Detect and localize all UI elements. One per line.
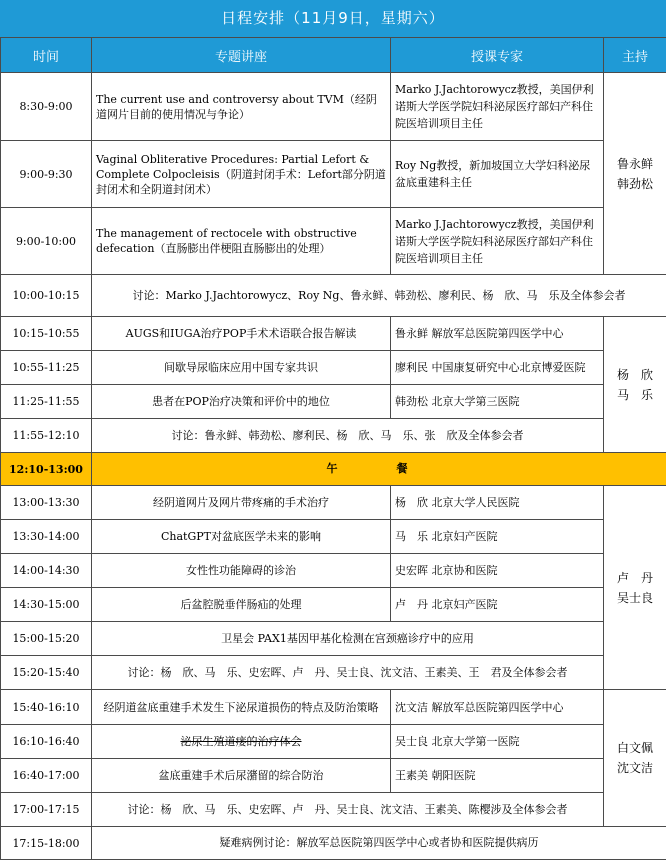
discussion-row [1,419,666,453]
row-time: 14:30-15:00 [1,588,92,622]
row-expert: 韩劲松 北京大学第三医院 [391,385,604,419]
host-name: 吴士良 [608,588,662,608]
row-time: 8:30-9:00 [1,73,92,141]
session-host [604,690,666,827]
row-topic: ChatGPT对盆底医学未来的影响 [92,520,391,554]
discussion-row [1,793,666,827]
row-topic: 后盆腔脱垂伴肠疝的处理 [92,588,391,622]
row-expert: 杨 欣 北京大学人民医院 [391,486,604,520]
table-row [1,385,666,419]
row-expert: Marko J.Jachtorowycz教授，美国伊利诺斯大学医学院妇科泌尿医疗部妇产科住院医培训项目主任 [391,73,604,141]
table-row [1,141,666,208]
discussion-row [1,275,666,317]
row-time: 9:00-10:00 [1,208,92,275]
row-time: 15:20-15:40 [1,656,92,690]
row-time: 17:00-17:15 [1,793,92,827]
row-expert: 鲁永鲜 解放军总医院第四医学中心 [391,317,604,351]
row-time: 11:55-12:10 [1,419,92,453]
row-topic: 泌尿生殖道瘘的治疗体会 [92,725,391,759]
row-expert: 吴士良 北京大学第一医院 [391,725,604,759]
host-name: 杨 欣 [608,365,662,385]
host-name: 马 乐 [608,385,662,405]
row-expert: 王素美 朝阳医院 [391,759,604,793]
header-row [1,38,666,73]
header-time: 时间 [1,38,92,73]
table-row [1,725,666,759]
row-topic: 女性性功能障碍的诊治 [92,554,391,588]
table-row [1,73,666,141]
row-time: 12:10-13:00 [1,453,92,486]
row-time: 15:40-16:10 [1,690,92,725]
row-expert: 沈文洁 解放军总医院第四医学中心 [391,690,604,725]
satellite-row [1,622,666,656]
lunch-row [1,453,666,486]
schedule-table [0,37,666,860]
row-lunch: 午 餐 [92,453,666,486]
row-topic: 经阴道网片及网片带疼痛的手术治疗 [92,486,391,520]
session-host [604,317,666,453]
row-time: 17:15-18:00 [1,827,92,860]
row-discussion: 讨论：杨 欣、马 乐、史宏晖、卢 丹、吴士良、沈文洁、王素美、王 君及全体参会者 [92,656,604,690]
row-topic: Vaginal Obliterative Procedures: Partial Lefort & Complete Colpocleisis（阴道封闭手术：Lefort部分阴道封闭术和全阴道封闭术） [92,141,391,208]
row-topic: 经阴道盆底重建手术发生下泌尿道损伤的特点及防治策略 [92,690,391,725]
table-row [1,690,666,725]
row-topic: The current use and controversy about TVM（经阴道网片目前的使用情况与争论） [92,73,391,141]
session-host [604,486,666,690]
row-discussion: 讨论：鲁永鲜、韩劲松、廖利民、杨 欣、马 乐、张 欣及全体参会者 [92,419,604,453]
row-time: 14:00-14:30 [1,554,92,588]
row-expert: Roy Ng教授，新加坡国立大学妇科泌尿盆底重建科主任 [391,141,604,208]
row-expert: 史宏晖 北京协和医院 [391,554,604,588]
host-name: 鲁永鲜 [608,154,662,174]
row-topic: 盆底重建手术后尿潴留的综合防治 [92,759,391,793]
host-name: 沈文洁 [608,758,662,778]
row-time: 11:25-11:55 [1,385,92,419]
row-topic: The management of rectocele with obstructive defecation（直肠膨出伴梗阻直肠膨出的处理） [92,208,391,275]
table-row [1,554,666,588]
row-time: 15:00-15:20 [1,622,92,656]
page-title: 日程安排（11月9日，星期六） [0,0,666,37]
row-time: 10:55-11:25 [1,351,92,385]
table-row [1,759,666,793]
header-host: 主持 [604,38,666,73]
row-time: 16:40-17:00 [1,759,92,793]
case-discussion-row [1,827,666,860]
row-expert: 马 乐 北京妇产医院 [391,520,604,554]
row-topic: 间歇导尿临床应用中国专家共识 [92,351,391,385]
row-time: 13:30-14:00 [1,520,92,554]
row-time: 16:10-16:40 [1,725,92,759]
row-discussion: 讨论：杨 欣、马 乐、史宏晖、卢 丹、吴士良、沈文洁、王素美、陈樱涉及全体参会者 [92,793,604,827]
row-discussion: 讨论：Marko J.Jachtorowycz、Roy Ng、鲁永鲜、韩劲松、廖利民、杨 欣、马 乐及全体参会者 [92,275,666,317]
row-expert: Marko J.Jachtorowycz教授，美国伊利诺斯大学医学院妇科泌尿医疗部妇产科住院医培训项目主任 [391,208,604,275]
row-satellite: 卫星会 PAX1基因甲基化检测在宫颈癌诊疗中的应用 [92,622,604,656]
table-row [1,520,666,554]
header-topic: 专题讲座 [92,38,391,73]
discussion-row [1,656,666,690]
host-name: 韩劲松 [608,174,662,194]
host-name: 卢 丹 [608,568,662,588]
row-topic: AUGS和IUGA治疗POP手术术语联合报告解读 [92,317,391,351]
row-time: 10:15-10:55 [1,317,92,351]
row-time: 10:00-10:15 [1,275,92,317]
row-time: 9:00-9:30 [1,141,92,208]
table-row [1,351,666,385]
row-topic: 患者在POP治疗决策和评价中的地位 [92,385,391,419]
row-case-discussion: 疑难病例讨论：解放军总医院第四医学中心或者协和医院提供病历 [92,827,666,860]
row-expert: 廖利民 中国康复研究中心北京博爱医院 [391,351,604,385]
table-row [1,317,666,351]
row-time: 13:00-13:30 [1,486,92,520]
table-row [1,486,666,520]
host-name: 白文佩 [608,738,662,758]
table-row [1,208,666,275]
header-expert: 授课专家 [391,38,604,73]
row-expert: 卢 丹 北京妇产医院 [391,588,604,622]
table-row [1,588,666,622]
session-host [604,73,666,275]
